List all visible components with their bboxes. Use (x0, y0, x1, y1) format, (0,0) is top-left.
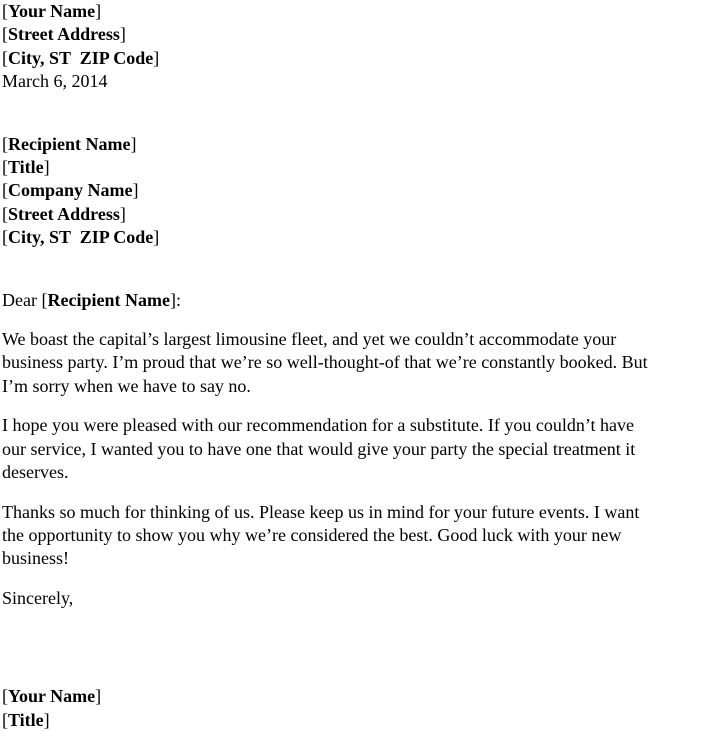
recipient-title-text: Title (8, 157, 44, 178)
body-paragraph-2 (2, 414, 728, 484)
paragraph-line: We boast the capital’s largest limousine fleet, and yet we couldn’t accommodate your (2, 329, 617, 350)
recipient-city: [City, ST ZIP Code] (2, 227, 160, 248)
spacer (2, 485, 728, 501)
salutation-name: Recipient Name (47, 289, 170, 310)
recipient-company: [Company Name] (2, 180, 139, 201)
spacer (2, 94, 728, 133)
sender-street: [Street Address] (2, 24, 126, 45)
sender-block (2, 0, 728, 94)
paragraph-line: the opportunity to show you why we’re considered the best. Good luck with your new (2, 524, 622, 545)
sender-name: [Your Name] (2, 1, 102, 21)
recipient-street-text: Street Address (8, 203, 120, 224)
paragraph-line: Thanks so much for thinking of us. Please keep us in mind for your future events. I want (2, 501, 640, 522)
sender-city-text: City, ST ZIP Code (8, 47, 154, 68)
spacer (2, 398, 728, 414)
signature-name-text: Your Name (8, 686, 96, 707)
letter-date: March 6, 2014 (2, 71, 108, 92)
recipient-title: [Title] (2, 157, 50, 178)
paragraph-line: I’m sorry when we have to say no. (2, 375, 251, 396)
signature-title-text: Title (8, 709, 44, 730)
body-paragraph-3 (2, 501, 728, 571)
paragraph-line: our service, I wanted you to have one that would give your party the special treatment it (2, 438, 636, 459)
spacer (2, 312, 728, 328)
salutation (2, 289, 728, 312)
closing: Sincerely, (2, 587, 74, 608)
signature-block (2, 685, 728, 732)
spacer (2, 250, 728, 289)
paragraph-line: I hope you were pleased with our recommendation for a substitute. If you couldn’t have (2, 415, 634, 436)
signature-space (2, 610, 728, 685)
recipient-name-text: Recipient Name (8, 133, 131, 154)
sender-name-text: Your Name (8, 1, 96, 21)
signature-name: [Your Name] (2, 686, 102, 707)
salutation-suffix: : (175, 289, 181, 310)
recipient-company-text: Company Name (8, 180, 133, 201)
recipient-city-text: City, ST ZIP Code (8, 227, 154, 248)
paragraph-line: business! (2, 548, 69, 569)
salutation-prefix: Dear (2, 289, 42, 310)
salutation-line: Dear [Recipient Name]: (2, 289, 181, 310)
recipient-street: [Street Address] (2, 203, 126, 224)
paragraph-line: deserves. (2, 462, 69, 483)
signature-title: [Title] (2, 709, 50, 730)
sender-street-text: Street Address (8, 24, 120, 45)
letter-page (2, 0, 728, 732)
body-paragraph-1 (2, 328, 728, 398)
paragraph-line: business party. I’m proud that we’re so well-thought-of that we’re constantly booked. But (2, 352, 648, 373)
spacer (2, 571, 728, 587)
recipient-name: [Recipient Name] (2, 133, 137, 154)
sender-city: [City, ST ZIP Code] (2, 47, 160, 68)
recipient-block (2, 133, 728, 250)
